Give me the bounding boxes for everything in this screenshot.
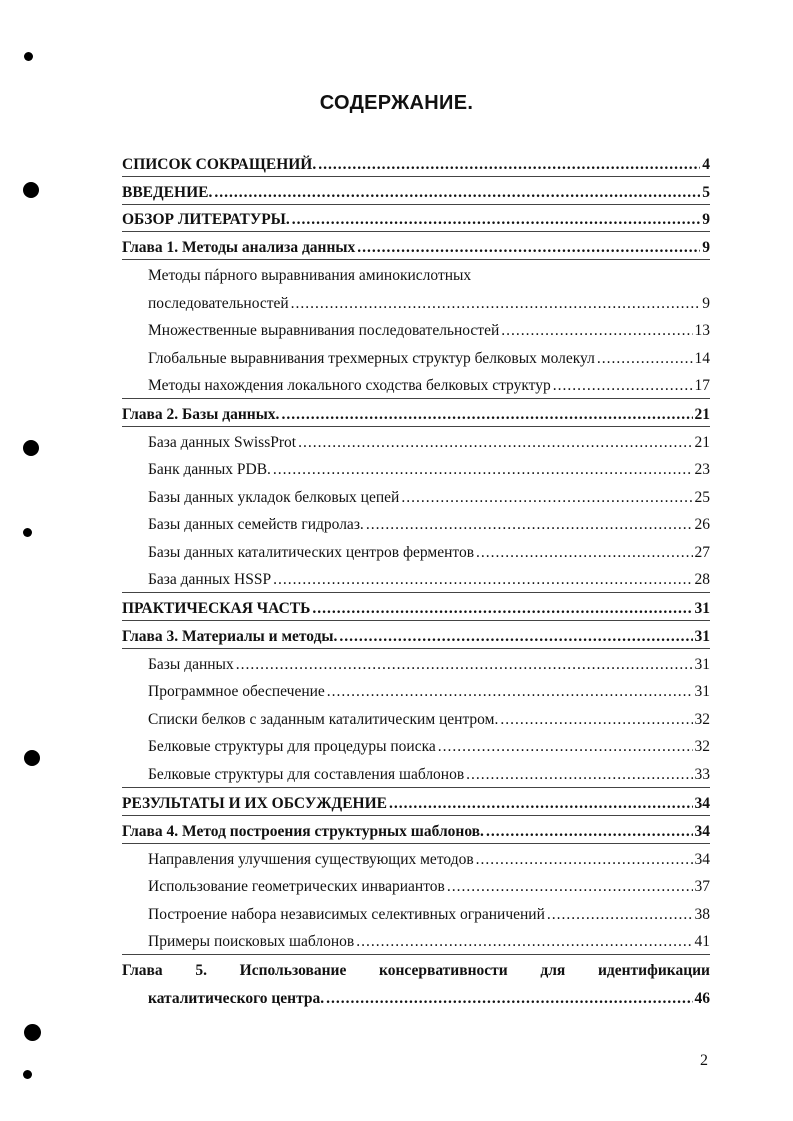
- toc-leader: [501, 322, 692, 340]
- toc-entry[interactable]: [148, 344, 710, 368]
- toc-entry-page: 32: [694, 711, 710, 728]
- toc-entry-title: Построение набора независимых селективных ограничений: [148, 906, 545, 923]
- toc-leader: [366, 516, 693, 534]
- toc-entry-page: 28: [694, 571, 710, 588]
- toc-leader: [273, 571, 692, 589]
- toc-entry-page: 26: [694, 516, 710, 533]
- toc-entry-title: Базы данных каталитических центров ферментов: [148, 544, 475, 561]
- toc-leader: [389, 795, 693, 813]
- toc-entry[interactable]: [148, 565, 710, 589]
- toc-leader: [281, 406, 692, 424]
- toc-leader: [486, 823, 693, 841]
- toc-entry[interactable]: [148, 483, 710, 507]
- toc-entry-title: последовательностей: [148, 295, 289, 312]
- toc-entry[interactable]: [148, 900, 710, 924]
- toc-entry[interactable]: [122, 622, 710, 646]
- toc-separator: [122, 648, 710, 649]
- toc-leader: [476, 544, 692, 562]
- page-number: 2: [700, 1052, 708, 1069]
- toc-separator: [122, 592, 710, 593]
- toc-leader: [357, 239, 700, 257]
- toc-entry-title: Направления улучшения существующих методов: [148, 851, 474, 868]
- toc-entry[interactable]: [148, 538, 710, 562]
- toc-entry[interactable]: [122, 400, 710, 424]
- toc-entry-page: 23: [694, 461, 710, 478]
- toc-leader: [597, 350, 693, 368]
- toc-entry-title: База данных SwissProt: [148, 434, 297, 451]
- toc-entry-page: 13: [694, 322, 710, 339]
- toc-entry[interactable]: [148, 732, 710, 756]
- toc-entry-title: Примеры поисковых шаблонов: [148, 933, 355, 950]
- toc-entry-title: Глава 2. Базы данных.: [122, 406, 280, 423]
- toc-entry-title: Использование геометрических инвариантов: [148, 878, 445, 895]
- binder-hole: [24, 750, 40, 766]
- toc-entry-page: 27: [694, 544, 710, 561]
- toc-entry-page: 9: [702, 295, 710, 312]
- toc-leader: [356, 933, 692, 951]
- toc-entry-page: 9: [702, 239, 710, 256]
- toc-leader: [401, 489, 692, 507]
- binder-hole: [23, 440, 39, 456]
- toc-entry-title: Методы пáрного выравнивания аминокислотных: [148, 267, 472, 284]
- toc-entry[interactable]: [122, 817, 710, 841]
- toc-entry[interactable]: [148, 455, 710, 479]
- toc-entry[interactable]: [122, 233, 710, 257]
- toc-entry-title: каталитического центра.: [148, 990, 325, 1007]
- toc-entry-page: 21: [694, 434, 710, 451]
- toc-leader: [312, 600, 692, 618]
- toc-entry-page: 31: [694, 600, 710, 617]
- toc-entry-title: ПРАКТИЧЕСКАЯ ЧАСТЬ: [122, 600, 311, 617]
- toc-separator: [122, 259, 710, 260]
- toc-leader: [326, 990, 692, 1008]
- toc-leader: [327, 683, 693, 701]
- toc-entry-title: Базы данных укладок белковых цепей: [148, 489, 400, 506]
- toc-entry-title: Глава 4. Метод построения структурных шаблонов.: [122, 823, 484, 840]
- toc-leader: [291, 295, 701, 313]
- toc-entry-title: СПИСОК СОКРАЩЕНИЙ.: [122, 156, 317, 173]
- toc-entry-page: 31: [694, 628, 710, 645]
- toc-entry-title: Методы нахождения локального сходства белковых структур: [148, 377, 551, 394]
- toc-leader: [339, 628, 692, 646]
- toc-entry-page: 34: [694, 823, 710, 840]
- toc-separator: [122, 231, 710, 232]
- toc-entry-title: Глава 5. Использование консервативности для идентификации: [122, 962, 710, 979]
- toc-entry-page: 9: [702, 211, 710, 228]
- toc-entry[interactable]: [148, 845, 710, 869]
- toc-leader: [292, 211, 700, 229]
- toc-entry-title: Программное обеспечение: [148, 683, 325, 700]
- toc-entry-title: Базы данных: [148, 656, 234, 673]
- binder-hole: [23, 528, 32, 537]
- toc-separator: [122, 815, 710, 816]
- toc-entry-title: Базы данных семейств гидролаз.: [148, 516, 364, 533]
- toc-separator: [122, 620, 710, 621]
- toc-leader: [318, 156, 700, 174]
- toc-entry[interactable]: [148, 872, 710, 896]
- toc-entry-title: Списки белков с заданным каталитическим центром.: [148, 711, 499, 728]
- toc-entry[interactable]: [148, 677, 710, 701]
- toc-entry-title: Множественные выравнивания последовательностей: [148, 322, 500, 339]
- toc-entry-page: 5: [702, 184, 710, 201]
- toc-entry-title: База данных HSSP: [148, 571, 272, 588]
- toc-separator: [122, 787, 710, 788]
- toc-entry-page: 33: [694, 766, 710, 783]
- toc-leader: [438, 738, 693, 756]
- toc-leader: [273, 461, 693, 479]
- toc-entry-page: 4: [702, 156, 710, 173]
- toc-entry[interactable]: [148, 510, 710, 534]
- page-title: СОДЕРЖАНИЕ.: [319, 92, 474, 114]
- toc-entry[interactable]: [122, 594, 710, 618]
- toc-entry[interactable]: [122, 956, 710, 980]
- toc-leader: [214, 184, 700, 202]
- toc-entry[interactable]: [122, 150, 710, 174]
- toc-entry-page: 38: [694, 906, 710, 923]
- binder-hole: [23, 182, 39, 198]
- toc-entry-page: 46: [694, 990, 710, 1007]
- toc-entry-page: 25: [694, 489, 710, 506]
- toc-entry[interactable]: [122, 205, 710, 229]
- toc-entry-title: ВВЕДЕНИЕ.: [122, 184, 213, 201]
- binder-hole: [23, 1070, 32, 1079]
- binder-hole: [24, 1024, 41, 1041]
- toc-entry-page: 14: [694, 350, 710, 367]
- toc-entry-page: 17: [694, 377, 710, 394]
- toc-entry-page: 21: [694, 406, 710, 423]
- toc-leader: [236, 656, 693, 674]
- toc-entry-page: 31: [694, 656, 710, 673]
- toc-leader: [476, 851, 693, 869]
- toc-entry[interactable]: [148, 428, 710, 452]
- toc-entry-title: Глобальные выравнивания трехмерных структур белковых молекул: [148, 350, 595, 367]
- toc-entry-page: 31: [694, 683, 710, 700]
- toc-leader: [500, 711, 692, 729]
- toc-entry-page: 41: [694, 933, 710, 950]
- toc-entry[interactable]: [148, 984, 710, 1008]
- toc-entry-page: 34: [694, 795, 710, 812]
- toc-separator: [122, 954, 710, 955]
- toc-separator: [122, 176, 710, 177]
- toc-separator: [122, 426, 710, 427]
- binder-hole: [24, 52, 33, 61]
- toc-entry-title: Белковые структуры для составления шаблонов: [148, 766, 465, 783]
- toc-entry[interactable]: [148, 261, 710, 285]
- toc-entry-page: 37: [694, 878, 710, 895]
- toc-entry[interactable]: [148, 371, 710, 395]
- toc-leader: [298, 434, 692, 452]
- toc-entry[interactable]: [148, 650, 710, 674]
- toc-entry[interactable]: [148, 927, 710, 951]
- toc-entry-page: 32: [694, 738, 710, 755]
- toc-entry-title: Глава 1. Методы анализа данных: [122, 239, 356, 256]
- toc-separator: [122, 843, 710, 844]
- toc-entry-title: РЕЗУЛЬТАТЫ И ИХ ОБСУЖДЕНИЕ: [122, 795, 387, 812]
- toc-leader: [553, 377, 693, 395]
- toc-entry-title: Глава 3. Материалы и методы.: [122, 628, 338, 645]
- toc-entry-page: 34: [694, 851, 710, 868]
- toc-entry-title: Банк данных PDB.: [148, 461, 271, 478]
- toc-leader: [547, 906, 693, 924]
- toc-entry[interactable]: [148, 705, 710, 729]
- toc-entry-title: ОБЗОР ЛИТЕРАТУРЫ.: [122, 211, 290, 228]
- toc-leader: [447, 878, 693, 896]
- toc-separator: [122, 398, 710, 399]
- toc-entry-title: Белковые структуры для процедуры поиска: [148, 738, 436, 755]
- toc-leader: [466, 766, 692, 784]
- toc-entry[interactable]: [148, 760, 710, 784]
- toc-entry[interactable]: [122, 789, 710, 813]
- toc-entry[interactable]: [148, 316, 710, 340]
- toc-entry[interactable]: [122, 178, 710, 202]
- toc-entry[interactable]: [148, 289, 710, 313]
